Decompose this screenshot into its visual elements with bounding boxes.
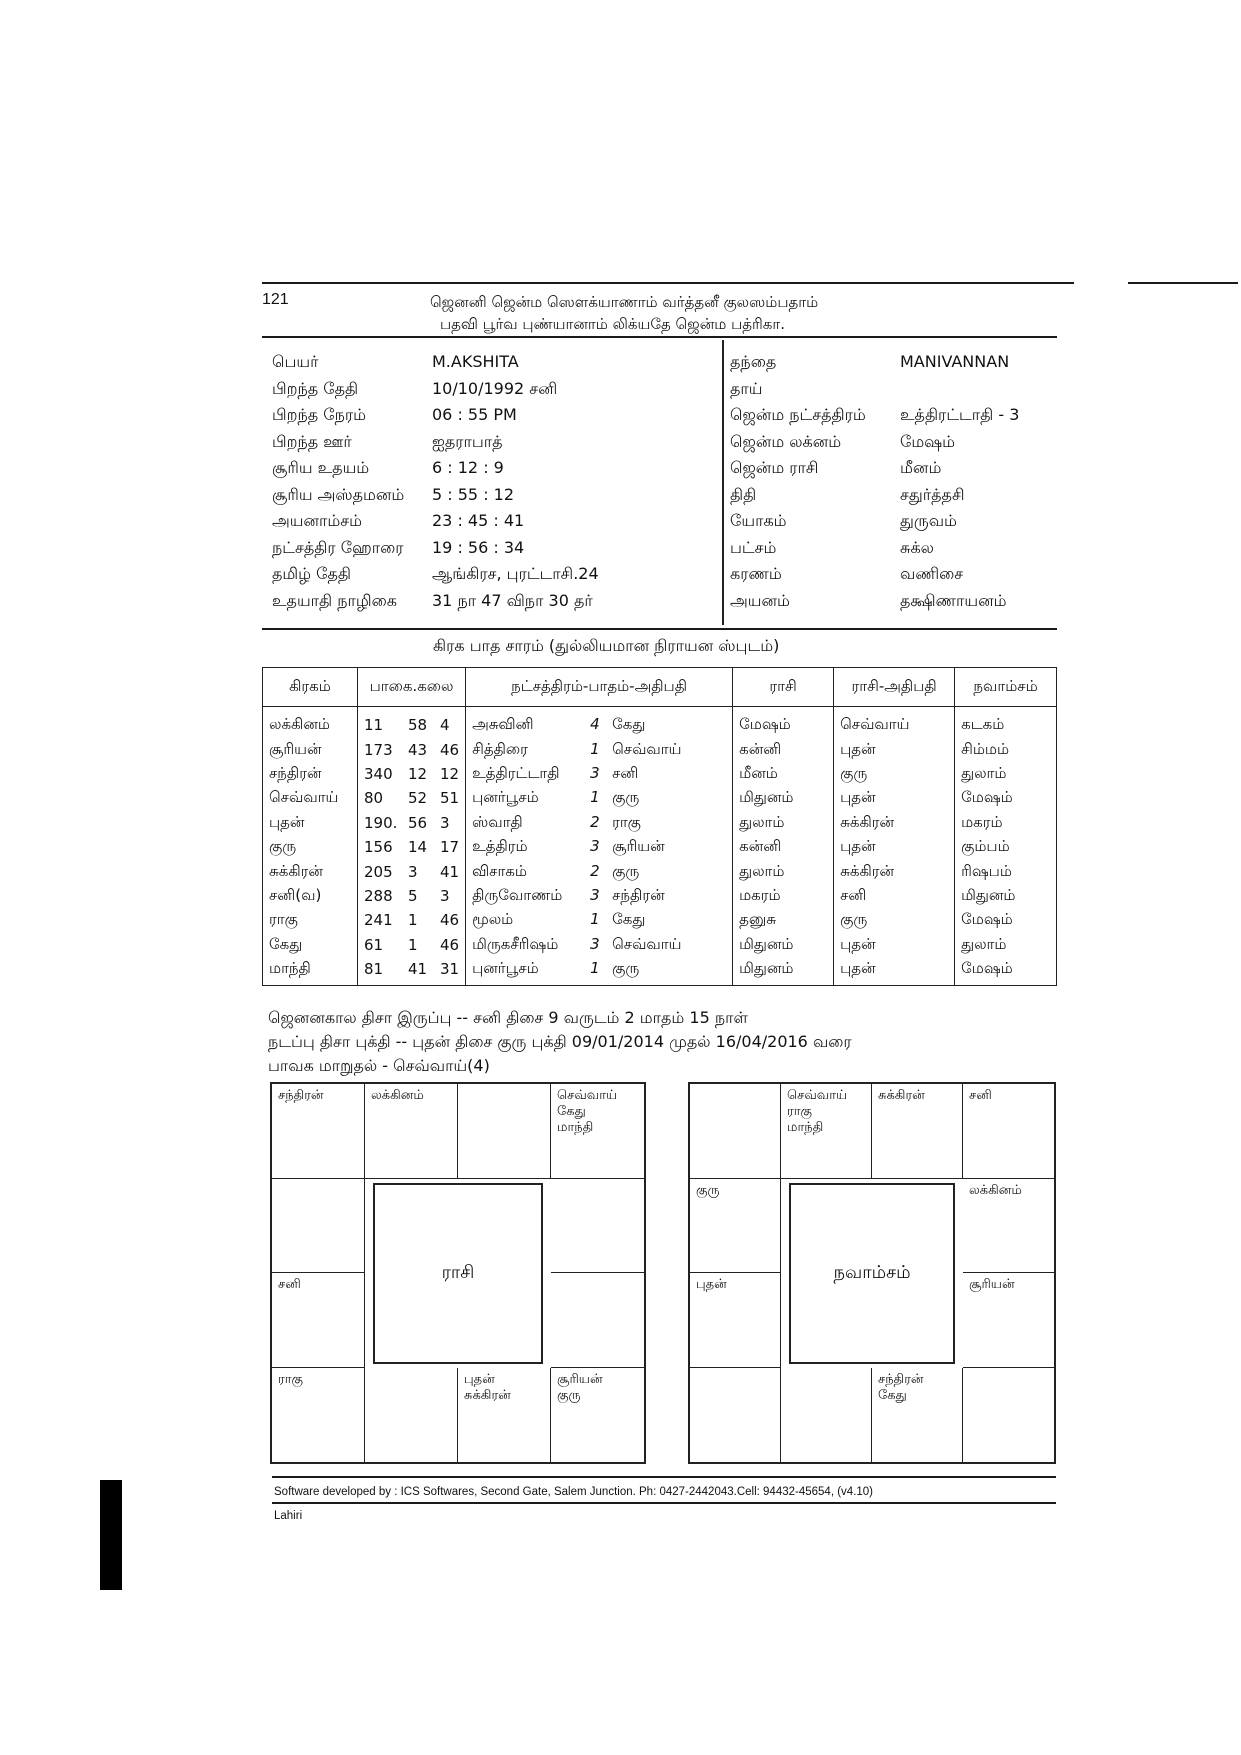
nakshatra: விசாகம் — [472, 861, 527, 880]
minutes: 56 — [408, 813, 428, 832]
chart-house-3 — [458, 1084, 551, 1179]
nakshatra: திருவோணம் — [472, 885, 563, 904]
th-nakshatra: நட்சத்திரம்-பாதம்-அதிபதி — [466, 668, 733, 707]
chart-house-12: சூரியன் குரு — [557, 1371, 603, 1403]
rasi-lord-cell: குரு — [834, 908, 955, 932]
seconds: 3 — [440, 813, 450, 832]
table-header-row — [263, 668, 1057, 707]
minutes-seconds — [408, 716, 450, 734]
detail-value: மீனம் — [900, 458, 942, 477]
detail-label: தாய் — [730, 378, 763, 398]
detail-label: ஜென்ம நட்சத்திரம் — [730, 405, 866, 424]
degree-cell — [358, 762, 466, 786]
nakshatra-cell — [466, 707, 733, 738]
minutes-seconds — [408, 887, 450, 905]
navamsa-cell: மகரம் — [955, 811, 1057, 835]
chart-house-2: லக்கினம் — [365, 1084, 458, 1179]
nakshatra: புனர்பூசம் — [472, 959, 539, 978]
nakshatra-cell — [466, 859, 733, 883]
nakshatra: மூலம் — [472, 910, 514, 929]
minutes: 12 — [408, 764, 428, 783]
nakshatra-cell — [466, 737, 733, 761]
th-degree: பாகை.கலை — [358, 668, 466, 707]
minutes-seconds — [408, 741, 459, 759]
chart-house-8 — [551, 1273, 644, 1368]
detail-value: 10/10/1992 சனி — [432, 378, 558, 398]
detail-value: MANIVANNAN — [900, 352, 1010, 371]
nakshatra-lord: சூரியன் — [612, 837, 665, 856]
chart-house-1 — [690, 1084, 781, 1179]
seconds: 12 — [440, 764, 460, 783]
graha-cell: சனி(வ) — [263, 884, 358, 908]
nakshatra-cell — [466, 835, 733, 859]
footer-rule-top — [272, 1476, 1056, 1478]
rasi-cell: மீனம் — [733, 762, 834, 786]
pada: 3 — [590, 934, 600, 953]
table-row — [263, 933, 1057, 957]
dasa-balance: ஜெனனகால திசா இருப்பு -- சனி திசை 9 வருடம் 2 மாதம் 15 நாள் — [268, 1008, 748, 1027]
detail-value: 06 : 55 PM — [432, 405, 517, 424]
detail-value: 6 : 12 : 9 — [432, 458, 504, 477]
nakshatra-lord: சனி — [612, 763, 639, 782]
detail-label: யோகம் — [730, 511, 787, 530]
table-row — [263, 786, 1057, 810]
degree-cell — [358, 811, 466, 835]
minutes-seconds — [408, 863, 459, 881]
chart-house-11: புதன் சுக்கிரன் — [458, 1368, 551, 1463]
degree: 156 — [364, 838, 393, 857]
detail-value: 5 : 55 : 12 — [432, 484, 515, 504]
nakshatra-lord: செவ்வாய் — [612, 739, 682, 758]
pada: 1 — [590, 910, 600, 929]
degree-cell — [358, 908, 466, 932]
degree: 173 — [364, 740, 393, 759]
detail-label: பிறந்த ஊர் — [272, 431, 352, 451]
pada: 3 — [590, 885, 600, 904]
detail-label: அயனாம்சம் — [272, 511, 362, 530]
nakshatra-lord: குரு — [612, 861, 640, 880]
planet-table — [262, 667, 1057, 986]
rasi-lord-cell: குரு — [834, 762, 955, 786]
th-graha: கிரகம் — [263, 668, 358, 707]
chart-house-4: செவ்வாய் கேது மாந்தி — [551, 1084, 644, 1179]
seconds: 51 — [440, 789, 460, 808]
rasi-lord-cell: சுக்கிரன் — [834, 811, 955, 835]
nakshatra-lord: சந்திரன் — [612, 885, 665, 904]
chart-house-1: சந்திரன் — [272, 1084, 365, 1179]
detail-value: 23 : 45 : 41 — [432, 511, 525, 530]
detail-label: உதயாதி நாழிகை — [272, 590, 397, 610]
table-row — [263, 762, 1057, 786]
minutes: 1 — [408, 935, 418, 954]
detail-label: பட்சம் — [730, 537, 777, 557]
nakshatra-cell — [466, 908, 733, 932]
detail-value: துருவம் — [900, 511, 957, 530]
minutes: 52 — [408, 789, 428, 808]
rasi-cell: மகரம் — [733, 884, 834, 908]
minutes: 41 — [408, 960, 428, 979]
graha-cell: புதன் — [263, 811, 358, 835]
chart-house-9 — [690, 1368, 781, 1463]
chart-house-6: லக்கினம் — [963, 1179, 1054, 1274]
detail-label: ஜென்ம ராசி — [730, 458, 819, 477]
nakshatra: ஸ்வாதி — [472, 812, 523, 831]
seconds: 17 — [440, 838, 460, 857]
chart-house-11: சந்திரன் கேது — [872, 1368, 963, 1463]
nakshatra-lord: குரு — [612, 959, 640, 978]
chart-center-label: ராசி — [373, 1183, 543, 1364]
degree-cell — [358, 957, 466, 986]
detail-value: மேஷம் — [900, 431, 956, 451]
nakshatra-lord: கேது — [612, 910, 646, 929]
navamsa-cell: மேஷம் — [955, 786, 1057, 810]
nakshatra-lord: கேது — [612, 715, 646, 734]
rasi-cell: மிதுனம் — [733, 786, 834, 810]
ayanamsa-system: Lahiri — [274, 1510, 303, 1522]
page-number: 121 — [262, 291, 289, 308]
nakshatra-cell — [466, 786, 733, 810]
minutes: 5 — [408, 886, 418, 905]
rasi-lord-cell: புதன் — [834, 835, 955, 859]
degree: 61 — [364, 935, 384, 954]
scan-margin-shadow — [100, 1480, 122, 1590]
table-row — [263, 835, 1057, 859]
graha-cell: குரு — [263, 835, 358, 859]
current-dasa-bhukti: நடப்பு திசா புக்தி -- புதன் திசை குரு புக்தி 09/01/2014 முதல் 16/04/2016 வரை — [268, 1032, 852, 1051]
rasi-lord-cell: செவ்வாய் — [834, 707, 955, 738]
th-rasi: ராசி — [733, 668, 834, 707]
detail-label: அயனம் — [730, 590, 790, 610]
navamsa-cell: துலாம் — [955, 933, 1057, 957]
nakshatra: உத்திரட்டாதி — [472, 763, 560, 782]
chart-house-6 — [551, 1179, 644, 1274]
detail-value: 31 நா 47 விநா 30 தர் — [432, 590, 593, 610]
detail-value: ஐதராபாத் — [432, 431, 503, 451]
chart-house-12 — [963, 1368, 1054, 1463]
rasi-lord-cell: புதன் — [834, 933, 955, 957]
pada: 3 — [590, 763, 600, 782]
detail-label: ஜென்ம லக்னம் — [730, 431, 842, 451]
minutes: 1 — [408, 911, 418, 930]
chart-house-5: குரு — [690, 1179, 781, 1274]
nakshatra-lord: செவ்வாய் — [612, 934, 682, 953]
seconds: 46 — [440, 911, 460, 930]
seconds: 41 — [440, 862, 460, 881]
table-row — [263, 811, 1057, 835]
detail-label: சூரிய உதயம் — [272, 458, 370, 477]
navamsa-cell: சிம்மம் — [955, 737, 1057, 761]
rasi-lord-cell: சுக்கிரன் — [834, 859, 955, 883]
nakshatra-cell — [466, 933, 733, 957]
degree: 11 — [364, 716, 384, 735]
chart-house-3: சுக்கிரன் — [872, 1084, 963, 1179]
nakshatra-lord: ராகு — [612, 812, 641, 831]
nakshatra: உத்திரம் — [472, 837, 528, 856]
seconds: 31 — [440, 960, 460, 979]
footer-rule-bottom — [272, 1502, 1056, 1504]
graha-cell: சந்திரன் — [263, 762, 358, 786]
rasi-lord-cell: புதன் — [834, 737, 955, 761]
rasi-cell: தனுசு — [733, 908, 834, 932]
seconds: 4 — [440, 716, 450, 735]
detail-label: நட்சத்திர ஹோரை — [272, 537, 404, 557]
detail-value: உத்திரட்டாதி - 3 — [900, 405, 1020, 424]
nakshatra: புனர்பூசம் — [472, 788, 539, 807]
rasi-lord-cell: புதன் — [834, 957, 955, 986]
minutes-seconds — [408, 911, 459, 929]
graha-cell: சுக்கிரன் — [263, 859, 358, 883]
minutes-seconds — [408, 960, 459, 978]
header-line-1: ஜெனனி ஜென்ம ஸௌக்யாணாம் வர்த்தனீ குலஸம்பதாம் — [430, 293, 819, 311]
minutes-seconds — [408, 936, 459, 954]
detail-label: திதி — [730, 484, 757, 504]
detail-value: சதுர்த்தசி — [900, 484, 965, 504]
rasi-cell: கன்னி — [733, 737, 834, 761]
detail-label: பிறந்த தேதி — [272, 378, 359, 398]
degree: 340 — [364, 764, 393, 783]
detail-value: 19 : 56 : 34 — [432, 537, 525, 557]
nakshatra-cell — [466, 811, 733, 835]
detail-value: தக்ஷிணாயனம் — [900, 590, 1007, 610]
th-rasi-lord: ராசி-அதிபதி — [834, 668, 955, 707]
rasi-cell: துலாம் — [733, 859, 834, 883]
rasi-cell: துலாம் — [733, 811, 834, 835]
degree: 80 — [364, 789, 384, 808]
nakshatra-cell — [466, 884, 733, 908]
rasi-cell: மிதுனம் — [733, 933, 834, 957]
nakshatra-lord: குரு — [612, 788, 640, 807]
header-rule — [262, 336, 1057, 338]
minutes-seconds — [408, 765, 459, 783]
minutes-seconds — [408, 838, 459, 856]
degree-cell — [358, 859, 466, 883]
degree-cell — [358, 707, 466, 738]
detail-value: வணிசை — [900, 564, 964, 583]
details-rule — [262, 628, 1057, 630]
detail-label: சூரிய அஸ்தமனம் — [272, 484, 405, 504]
nakshatra: சித்திரை — [472, 739, 528, 758]
chart-house-10 — [365, 1368, 458, 1463]
chart-house-4: சனி — [963, 1084, 1054, 1179]
chart-house-2: செவ்வாய் ராகு மாந்தி — [781, 1084, 872, 1179]
rasi-lord-cell: சனி — [834, 884, 955, 908]
degree-cell — [358, 786, 466, 810]
minutes: 3 — [408, 862, 418, 881]
graha-cell: லக்கினம் — [263, 707, 358, 738]
minutes: 14 — [408, 838, 428, 857]
degree-cell — [358, 737, 466, 761]
pada: 2 — [590, 812, 600, 831]
table-row — [263, 908, 1057, 932]
degree: 288 — [364, 886, 393, 905]
nakshatra-cell — [466, 957, 733, 986]
chart-house-8: சூரியன் — [963, 1273, 1054, 1368]
detail-value: ஆங்கிரச, புரட்டாசி.24 — [432, 564, 599, 583]
table-row — [263, 884, 1057, 908]
pada: 3 — [590, 837, 600, 856]
navamsa-cell: ரிஷபம் — [955, 859, 1057, 883]
navamsa-cell: கடகம் — [955, 707, 1057, 738]
top-rule-right — [1128, 282, 1238, 284]
navamsa-cell: துலாம் — [955, 762, 1057, 786]
pada: 1 — [590, 788, 600, 807]
table-row — [263, 859, 1057, 883]
degree: 190. — [364, 813, 398, 832]
th-navamsa: நவாம்சம் — [955, 668, 1057, 707]
degree: 81 — [364, 960, 384, 979]
chart-house-10 — [781, 1368, 872, 1463]
minutes-seconds — [408, 814, 450, 832]
rasi-cell: மேஷம் — [733, 707, 834, 738]
seconds: 3 — [440, 886, 450, 905]
nakshatra: மிருகசீரிஷம் — [472, 934, 559, 953]
nakshatra: அசுவினி — [472, 715, 534, 734]
rasi-chart — [270, 1082, 646, 1464]
detail-value: M.AKSHITA — [432, 352, 519, 371]
nakshatra-cell — [466, 762, 733, 786]
degree: 205 — [364, 862, 393, 881]
navamsa-cell: மிதுனம் — [955, 884, 1057, 908]
navamsa-cell: மேஷம் — [955, 957, 1057, 986]
details-divider — [722, 340, 724, 625]
detail-label: பெயர் — [272, 352, 319, 371]
navamsa-cell: மேஷம் — [955, 908, 1057, 932]
chart-house-7: சனி — [272, 1273, 365, 1368]
minutes: 58 — [408, 716, 428, 735]
rasi-lord-cell: புதன் — [834, 786, 955, 810]
navamsa-chart — [688, 1082, 1056, 1464]
graha-cell: ராகு — [263, 908, 358, 932]
chart-house-9: ராகு — [272, 1368, 365, 1463]
table-row — [263, 707, 1057, 738]
degree-cell — [358, 884, 466, 908]
rasi-cell: மிதுனம் — [733, 957, 834, 986]
bhava-change: பாவக மாறுதல் - செவ்வாய்(4) — [268, 1056, 490, 1075]
detail-label: தந்தை — [730, 352, 777, 371]
rasi-cell: கன்னி — [733, 835, 834, 859]
pada: 4 — [590, 715, 600, 734]
detail-label: கரணம் — [730, 564, 782, 583]
degree-cell — [358, 835, 466, 859]
graha-cell: கேது — [263, 933, 358, 957]
top-rule — [262, 282, 1074, 284]
detail-label: தமிழ் தேதி — [272, 564, 352, 583]
seconds: 46 — [440, 740, 460, 759]
graha-cell: செவ்வாய் — [263, 786, 358, 810]
seconds: 46 — [440, 935, 460, 954]
chart-center-label: நவாம்சம் — [789, 1183, 955, 1364]
degree: 241 — [364, 911, 393, 930]
detail-label: பிறந்த நேரம் — [272, 405, 367, 424]
detail-value: சுக்ல — [900, 537, 934, 557]
navamsa-cell: கும்பம் — [955, 835, 1057, 859]
chart-house-5 — [272, 1179, 365, 1274]
pada: 1 — [590, 959, 600, 978]
minutes: 43 — [408, 740, 428, 759]
graha-cell: சூரியன் — [263, 737, 358, 761]
pada: 2 — [590, 861, 600, 880]
pada: 1 — [590, 739, 600, 758]
table-row — [263, 957, 1057, 986]
header-line-2: பதவி பூர்வ புண்யானாம் லிக்யதே ஜென்ம பத்ரிகா. — [440, 315, 785, 333]
table-row — [263, 737, 1057, 761]
degree-cell — [358, 933, 466, 957]
table-title: கிரக பாத சாரம் (துல்லியமான நிராயன ஸ்புடம்) — [433, 636, 780, 655]
software-credit: Software developed by : ICS Softwares, Second Gate, Salem Junction. Ph: 0427-2442043.Cell: 94432-45654, (v4.10) — [274, 1486, 874, 1498]
graha-cell: மாந்தி — [263, 957, 358, 986]
chart-house-7: புதன் — [690, 1273, 781, 1368]
minutes-seconds — [408, 789, 459, 807]
